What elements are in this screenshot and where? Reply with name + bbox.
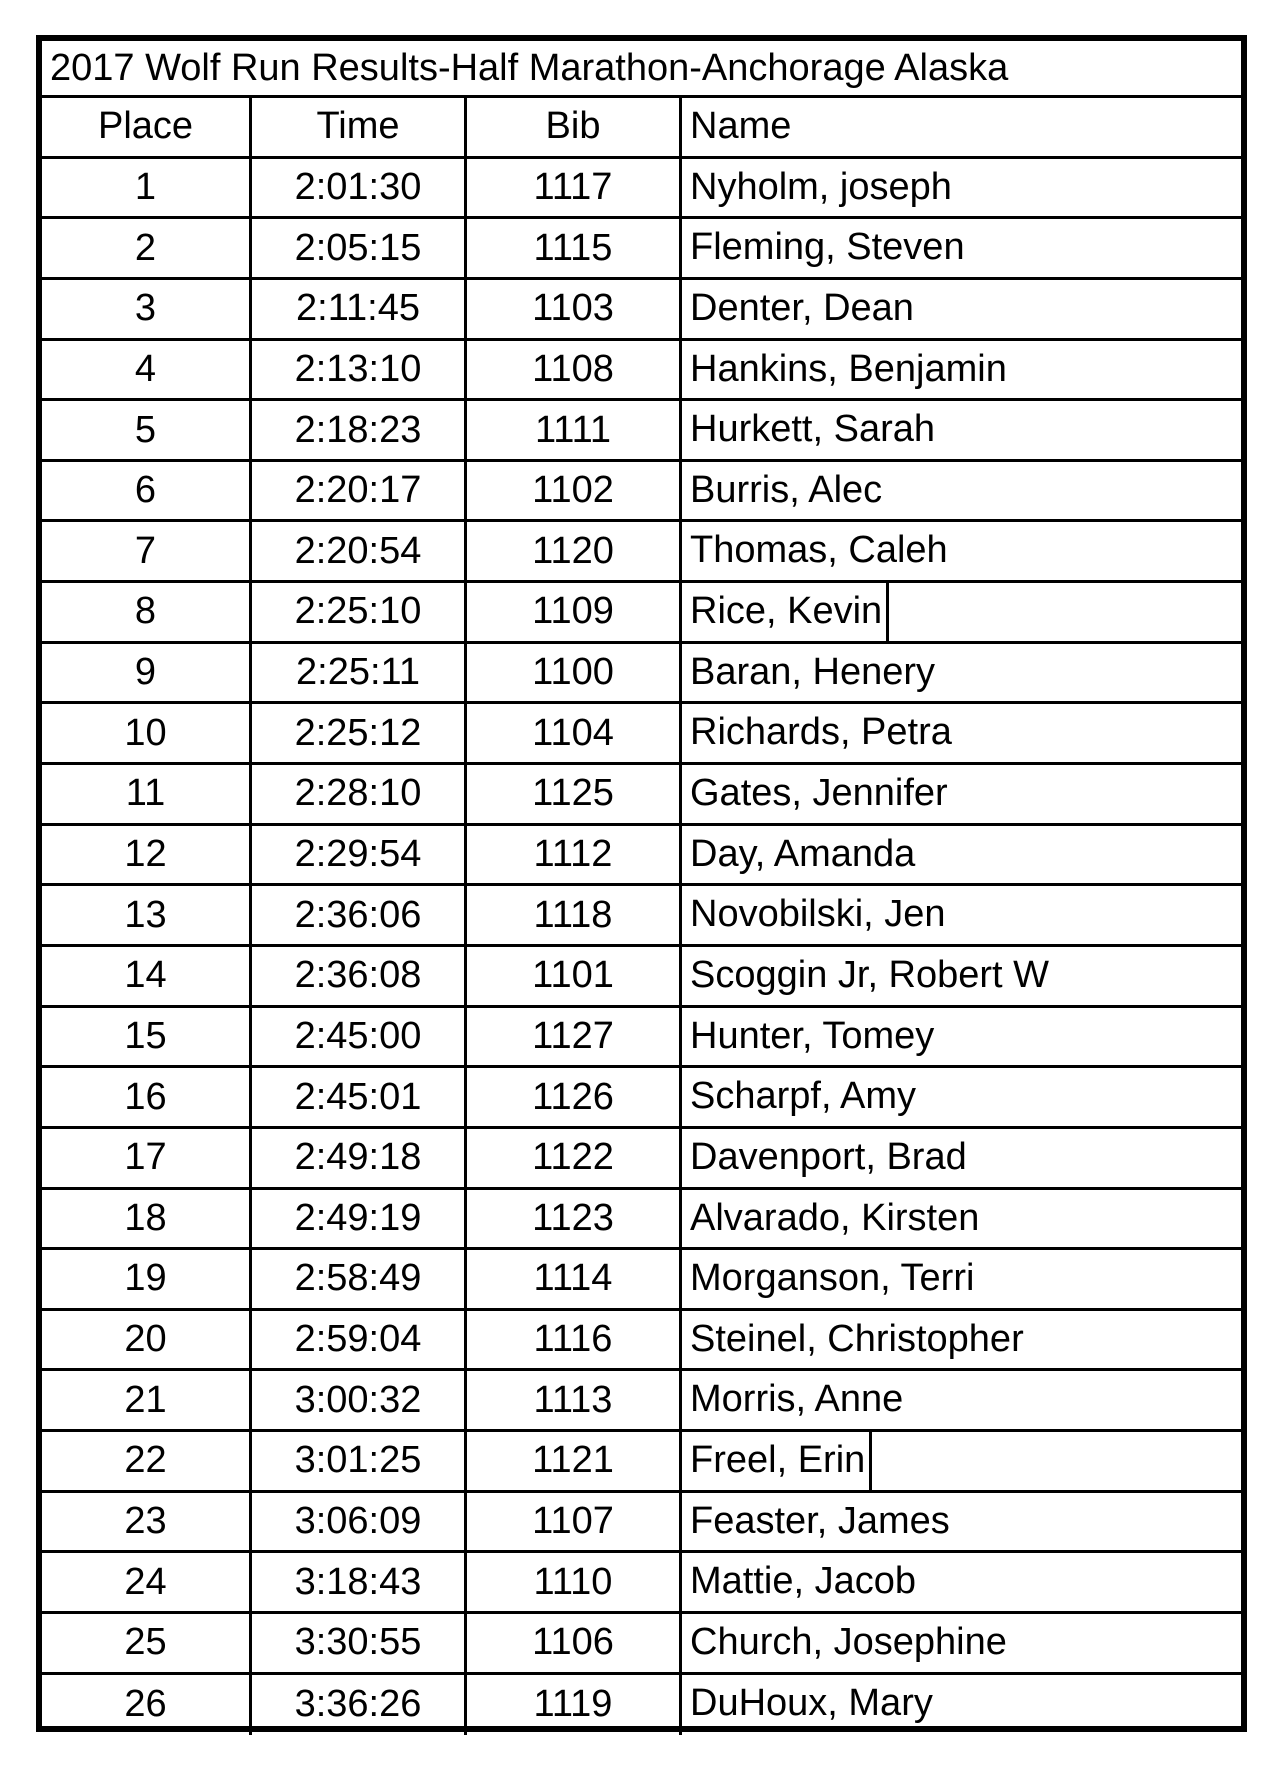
cell-time: 3:18:43 [252,1553,467,1611]
cell-name [682,1432,1241,1490]
table-row [42,341,1241,402]
cell-name [682,765,1241,823]
cell-name-text: Hankins, Benjamin [690,347,1007,390]
cell-place: 26 [42,1675,252,1736]
table-row [42,1129,1241,1190]
cell-time: 2:20:17 [252,462,467,520]
cell-name-text: Freel, Erin [690,1432,872,1490]
cell-name-text: Novobilski, Jen [690,893,946,936]
cell-place: 15 [42,1008,252,1066]
table-row [42,644,1241,705]
cell-bib: 1127 [467,1008,682,1066]
table-row [42,947,1241,1008]
cell-time: 2:36:06 [252,886,467,944]
cell-name-text: Scoggin Jr, Robert W [690,953,1050,996]
cell-name-text: Mattie, Jacob [690,1560,916,1603]
cell-place: 20 [42,1311,252,1369]
cell-name [682,1250,1241,1308]
cell-bib: 1116 [467,1311,682,1369]
cell-name [682,1614,1241,1672]
cell-place: 18 [42,1190,252,1248]
cell-bib: 1111 [467,401,682,459]
cell-bib: 1110 [467,1553,682,1611]
cell-place: 16 [42,1068,252,1126]
cell-time: 2:58:49 [252,1250,467,1308]
cell-bib: 1122 [467,1129,682,1187]
cell-time: 3:30:55 [252,1614,467,1672]
cell-name [682,1675,1241,1736]
table-row [42,401,1241,462]
cell-name [682,341,1241,399]
cell-bib: 1106 [467,1614,682,1672]
cell-time: 2:18:23 [252,401,467,459]
cell-name [682,583,1241,641]
table-row [42,1190,1241,1251]
cell-time: 2:20:54 [252,522,467,580]
cell-name-text: Nyholm, joseph [690,165,952,208]
header-place: Place [42,98,252,156]
cell-place: 25 [42,1614,252,1672]
cell-name [682,704,1241,762]
table-row [42,1371,1241,1432]
table-row [42,826,1241,887]
cell-name [682,886,1241,944]
cell-bib: 1109 [467,583,682,641]
cell-time: 2:59:04 [252,1311,467,1369]
cell-place: 4 [42,341,252,399]
cell-time: 2:25:12 [252,704,467,762]
cell-place: 2 [42,219,252,277]
cell-place: 9 [42,644,252,702]
table-row [42,765,1241,826]
cell-name [682,401,1241,459]
cell-name [682,462,1241,520]
cell-name-text: Church, Josephine [690,1621,1007,1664]
cell-name-text: Davenport, Brad [690,1135,967,1178]
cell-name [682,644,1241,702]
cell-place: 8 [42,583,252,641]
table-row [42,1432,1241,1493]
table-title: 2017 Wolf Run Results-Half Marathon-Anchorage Alaska [42,41,1241,98]
table-row [42,1614,1241,1675]
cell-name [682,219,1241,277]
table-row [42,583,1241,644]
table-row [42,280,1241,341]
cell-time: 2:25:10 [252,583,467,641]
cell-place: 19 [42,1250,252,1308]
cell-time: 2:11:45 [252,280,467,338]
cell-name-text: DuHoux, Mary [690,1681,933,1724]
cell-name [682,1129,1241,1187]
cell-time: 3:00:32 [252,1371,467,1429]
cell-bib: 1114 [467,1250,682,1308]
cell-time: 2:01:30 [252,159,467,217]
cell-bib: 1107 [467,1493,682,1551]
cell-time: 2:45:00 [252,1008,467,1066]
cell-name [682,1493,1241,1551]
cell-name-text: Alvarado, Kirsten [690,1196,980,1239]
header-name [682,98,1241,156]
cell-name-text: Steinel, Christopher [690,1317,1024,1360]
cell-name [682,947,1241,1005]
table-row [42,219,1241,280]
table-row [42,886,1241,947]
cell-time: 2:28:10 [252,765,467,823]
cell-bib: 1100 [467,644,682,702]
cell-place: 10 [42,704,252,762]
cell-time: 2:05:15 [252,219,467,277]
cell-place: 14 [42,947,252,1005]
cell-name [682,1008,1241,1066]
header-row [42,98,1241,159]
cell-name-text: Fleming, Steven [690,226,965,269]
cell-name-text: Morris, Anne [690,1378,904,1421]
cell-bib: 1103 [467,280,682,338]
cell-place: 6 [42,462,252,520]
cell-name [682,280,1241,338]
cell-time: 3:36:26 [252,1675,467,1736]
cell-bib: 1121 [467,1432,682,1490]
table-row [42,704,1241,765]
cell-name-text: Feaster, James [690,1499,950,1542]
cell-name-text: Denter, Dean [690,286,914,329]
cell-place: 7 [42,522,252,580]
cell-name-text: Gates, Jennifer [690,772,948,815]
cell-bib: 1113 [467,1371,682,1429]
cell-time: 2:36:08 [252,947,467,1005]
cell-place: 13 [42,886,252,944]
table-row [42,1493,1241,1554]
cell-bib: 1102 [467,462,682,520]
cell-name-text: Morganson, Terri [690,1257,975,1300]
table-row [42,1250,1241,1311]
cell-bib: 1117 [467,159,682,217]
cell-name [682,826,1241,884]
cell-name-text: Burris, Alec [690,468,883,511]
header-name-text: Name [690,105,792,147]
cell-place: 5 [42,401,252,459]
cell-time: 3:06:09 [252,1493,467,1551]
table-row [42,1068,1241,1129]
table-row [42,462,1241,523]
cell-name [682,1553,1241,1611]
table-row [42,1311,1241,1372]
cell-bib: 1125 [467,765,682,823]
cell-name [682,522,1241,580]
cell-bib: 1108 [467,341,682,399]
cell-bib: 1119 [467,1675,682,1736]
cell-name-text: Rice, Kevin [690,583,889,641]
cell-name-text: Richards, Petra [690,711,952,754]
cell-name-text: Scharpf, Amy [690,1075,916,1118]
cell-bib: 1112 [467,826,682,884]
cell-place: 23 [42,1493,252,1551]
cell-time: 2:29:54 [252,826,467,884]
results-table [36,35,1247,1732]
cell-place: 11 [42,765,252,823]
cell-name [682,1371,1241,1429]
cell-bib: 1101 [467,947,682,1005]
cell-name-text: Hurkett, Sarah [690,408,935,451]
cell-bib: 1118 [467,886,682,944]
cell-bib: 1115 [467,219,682,277]
table-row [42,522,1241,583]
cell-place: 21 [42,1371,252,1429]
cell-name [682,159,1241,217]
cell-place: 17 [42,1129,252,1187]
cell-time: 3:01:25 [252,1432,467,1490]
cell-name-text: Baran, Henery [690,650,936,693]
cell-bib: 1123 [467,1190,682,1248]
cell-place: 3 [42,280,252,338]
table-row [42,159,1241,220]
cell-place: 22 [42,1432,252,1490]
cell-place: 24 [42,1553,252,1611]
cell-name [682,1190,1241,1248]
cell-name-text: Day, Amanda [690,832,916,875]
header-time: Time [252,98,467,156]
cell-time: 2:25:11 [252,644,467,702]
cell-bib: 1104 [467,704,682,762]
cell-name [682,1068,1241,1126]
cell-name [682,1311,1241,1369]
cell-name-text: Hunter, Tomey [690,1014,935,1057]
cell-place: 12 [42,826,252,884]
cell-time: 2:13:10 [252,341,467,399]
table-row [42,1675,1241,1736]
cell-name-text: Thomas, Caleh [690,529,948,572]
table-row [42,1553,1241,1614]
cell-time: 2:49:19 [252,1190,467,1248]
cell-bib: 1120 [467,522,682,580]
cell-bib: 1126 [467,1068,682,1126]
cell-time: 2:49:18 [252,1129,467,1187]
cell-time: 2:45:01 [252,1068,467,1126]
header-bib: Bib [467,98,682,156]
cell-place: 1 [42,159,252,217]
table-row [42,1008,1241,1069]
